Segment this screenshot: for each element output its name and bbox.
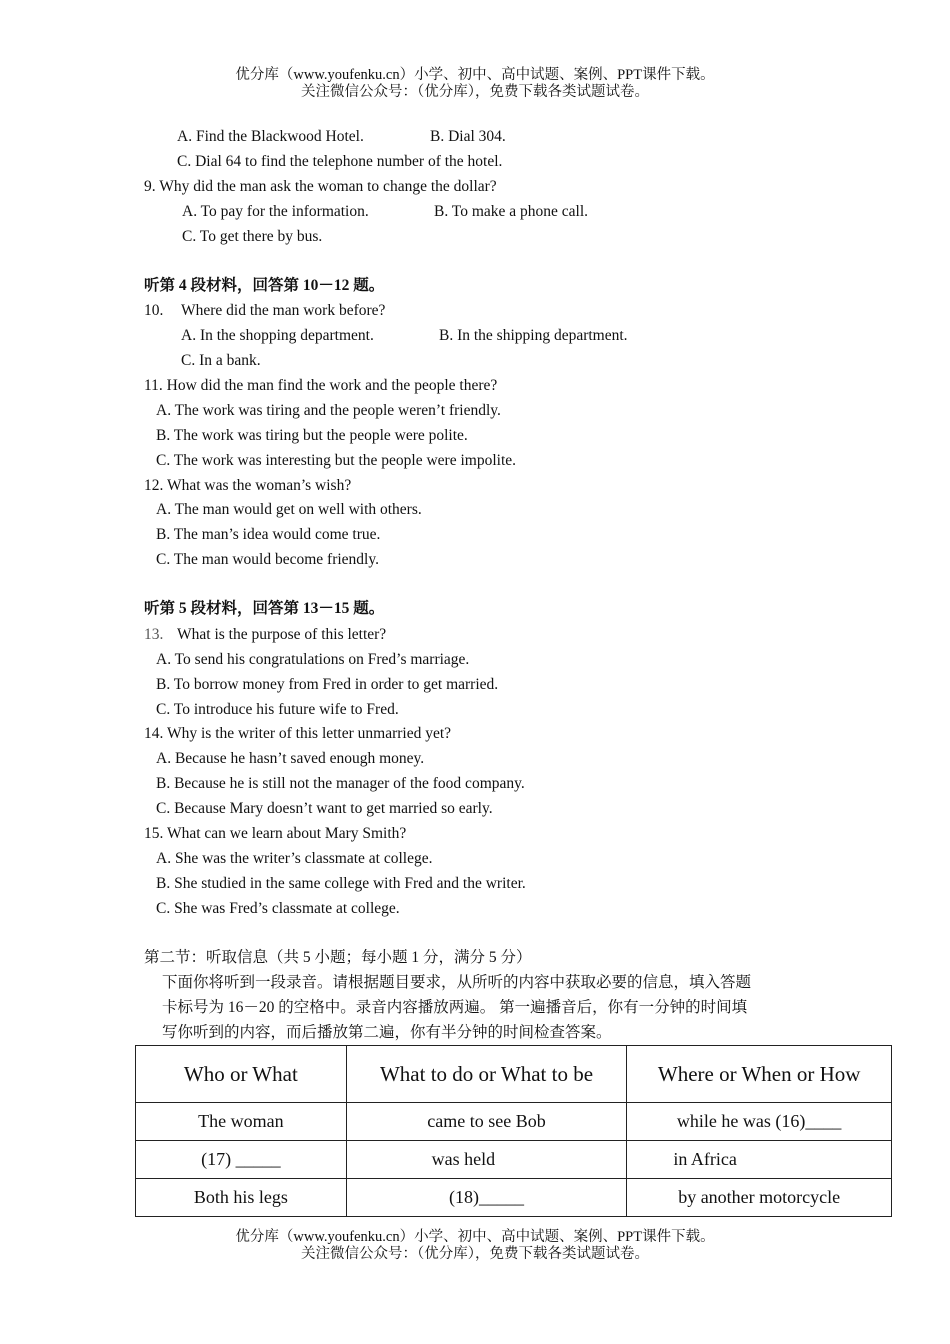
table-header-cell: Where or When or How xyxy=(627,1046,892,1103)
part-2-instruction-2: 卡标号为 16－20 的空格中。录音内容播放两遍。 第一遍播音后，你有一分钟的时间填 xyxy=(162,999,748,1016)
table-cell: Both his legs xyxy=(136,1179,347,1217)
q12-stem: 12. What was the woman’s wish? xyxy=(144,477,352,494)
page-footer xyxy=(0,1229,950,1263)
q10-stem: Where did the man work before? xyxy=(181,302,386,319)
q13-number: 13. xyxy=(144,626,164,643)
part-2-instruction-3: 写你听到的内容，而后播放第二遍，你有半分钟的时间检查答案。 xyxy=(162,1024,612,1041)
table-header-row xyxy=(136,1046,892,1103)
q10-option-c: C. In a bank. xyxy=(181,352,261,369)
q8-option-b: B. Dial 304. xyxy=(430,128,506,145)
q14-option-a: A. Because he hasn’t saved enough money. xyxy=(156,750,425,767)
q11-option-b: B. The work was tiring but the people were polite. xyxy=(156,427,468,444)
q15-option-c: C. She was Fred’s classmate at college. xyxy=(156,900,400,917)
table-cell: by another motorcycle xyxy=(627,1179,892,1217)
table-row xyxy=(136,1141,892,1179)
part-2-title: 第二节：听取信息（共 5 小题；每小题 1 分，满分 5 分） xyxy=(144,949,532,966)
section-5-heading: 听第 5 段材料，回答第 13－15 题。 xyxy=(144,600,385,617)
table-row xyxy=(136,1179,892,1217)
q12-option-c: C. The man would become friendly. xyxy=(156,551,379,568)
table-cell: (17) _____ xyxy=(136,1141,347,1179)
section-4-heading: 听第 4 段材料，回答第 10－12 题。 xyxy=(144,277,385,294)
part-2-instruction-1: 下面你将听到一段录音。请根据题目要求，从所听的内容中获取必要的信息，填入答题 xyxy=(162,974,752,991)
q14-stem: 14. Why is the writer of this letter unmarried yet? xyxy=(144,725,452,742)
q11-option-c: C. The work was interesting but the people were impolite. xyxy=(156,452,517,469)
q9-stem: 9. Why did the man ask the woman to change the dollar? xyxy=(144,178,497,195)
table-cell: while he was (16)____ xyxy=(627,1103,892,1141)
q9-option-c: C. To get there by bus. xyxy=(182,228,323,245)
table-cell: was held xyxy=(346,1141,627,1179)
q13-option-a: A. To send his congratulations on Fred’s marriage. xyxy=(156,651,470,668)
q9-option-b: B. To make a phone call. xyxy=(434,203,589,220)
table-header-cell: What to do or What to be xyxy=(346,1046,627,1103)
q13-option-c: C. To introduce his future wife to Fred. xyxy=(156,701,399,718)
q8-option-c: C. Dial 64 to find the telephone number of the hotel. xyxy=(177,153,503,170)
q15-option-b: B. She studied in the same college with Fred and the writer. xyxy=(156,875,526,892)
q10-option-b: B. In the shipping department. xyxy=(439,327,628,344)
q11-option-a: A. The work was tiring and the people weren’t friendly. xyxy=(156,402,501,419)
header-line-2: 关注微信公众号：（优分库），免费下载各类试题试卷。 xyxy=(301,84,649,100)
q13-option-b: B. To borrow money from Fred in order to get married. xyxy=(156,676,499,693)
table-cell: came to see Bob xyxy=(346,1103,627,1141)
q15-stem: 15. What can we learn about Mary Smith? xyxy=(144,825,407,842)
table-cell: The woman xyxy=(136,1103,347,1141)
table-cell: (18)_____ xyxy=(346,1179,627,1217)
page-header xyxy=(0,67,950,101)
q10-option-a: A. In the shopping department. xyxy=(181,327,374,344)
q11-stem: 11. How did the man find the work and the people there? xyxy=(144,377,498,394)
footer-line-2: 关注微信公众号：（优分库），免费下载各类试题试卷。 xyxy=(301,1246,649,1262)
footer-line-1: 优分库（www.youfenku.cn）小学、初中、高中试题、案例、PPT课件下载。 xyxy=(235,1229,715,1245)
q14-option-c: C. Because Mary doesn’t want to get married so early. xyxy=(156,800,493,817)
info-table xyxy=(135,1045,892,1217)
q9-option-a: A. To pay for the information. xyxy=(182,203,369,220)
table-header-cell: Who or What xyxy=(136,1046,347,1103)
table-row xyxy=(136,1103,892,1141)
table-cell: in Africa xyxy=(627,1141,892,1179)
q14-option-b: B. Because he is still not the manager of the food company. xyxy=(156,775,525,792)
q8-option-a: A. Find the Blackwood Hotel. xyxy=(177,128,364,145)
q15-option-a: A. She was the writer’s classmate at college. xyxy=(156,850,433,867)
header-line-1: 优分库（www.youfenku.cn）小学、初中、高中试题、案例、PPT课件下载。 xyxy=(235,67,715,83)
q12-option-b: B. The man’s idea would come true. xyxy=(156,526,381,543)
q10-number: 10. xyxy=(144,302,164,319)
q13-stem: What is the purpose of this letter? xyxy=(177,626,387,643)
q12-option-a: A. The man would get on well with others. xyxy=(156,501,422,518)
